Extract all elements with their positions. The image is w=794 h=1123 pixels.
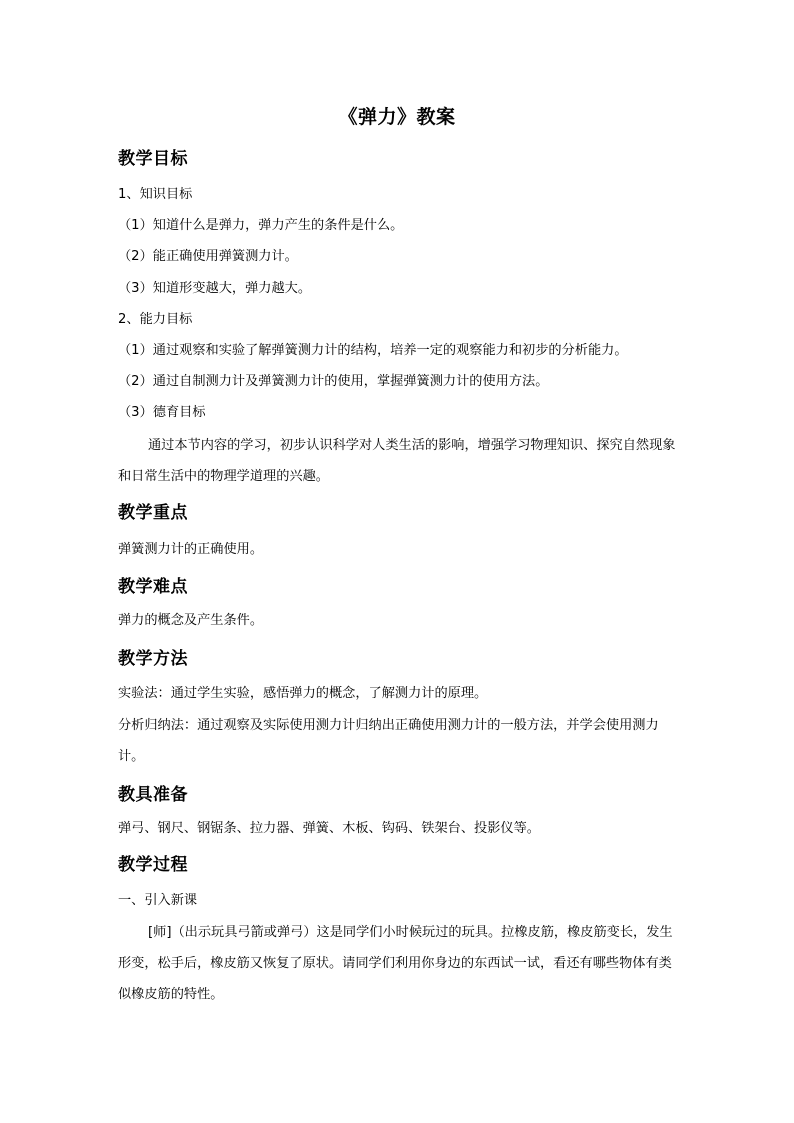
objective-item: （2）能正确使用弹簧测力计。 (118, 249, 298, 264)
objective-item: （2）通过自制测力计及弹簧测力计的使用，掌握弹簧测力计的使用方法。 (118, 374, 549, 389)
objective-item: （1）知道什么是弹力，弹力产生的条件是什么。 (118, 218, 404, 233)
section-heading-difficulties: 教学难点 (118, 577, 188, 597)
materials-text: 弹弓、钢尺、钢锯条、拉力器、弹簧、木板、钩码、铁架台、投影仪等。 (118, 821, 540, 836)
objective-item: 1、知识目标 (118, 187, 193, 202)
section-heading-materials: 教具准备 (118, 785, 188, 805)
objective-paragraph: 通过本节内容的学习，初步认识科学对人类生活的影响，增强学习物理知识、探究自然现象和日常生活中的物理学道理的兴趣。 (118, 438, 676, 484)
difficulties-text: 弹力的概念及产生条件。 (118, 613, 264, 628)
method-paragraph: 分析归纳法：通过观察及实际使用测力计归纳出正确使用测力计的一般方法，并学会使用测力计。 (118, 718, 659, 764)
section-heading-methods: 教学方法 (118, 649, 188, 669)
process-paragraph: [师]（出示玩具弓箭或弹弓）这是同学们小时候玩过的玩具。拉橡皮筋，橡皮筋变长，发生形变，松手后，橡皮筋又恢复了原状。请同学们利用你身边的东西试一试，看还有哪些物体有类似橡皮筋的特性。 (118, 925, 673, 1002)
section-heading-key-points: 教学重点 (118, 503, 188, 523)
document-title: 《弹力》教案 (338, 106, 456, 128)
process-step-heading: 一、引入新课 (118, 893, 198, 908)
section-heading-process: 教学过程 (118, 855, 188, 875)
objective-item: （3）德育目标 (118, 405, 206, 420)
objective-item: （1）通过观察和实验了解弹簧测力计的结构，培养一定的观察能力和初步的分析能力。 (118, 343, 628, 358)
objective-item: 2、能力目标 (118, 312, 193, 327)
section-heading-objectives: 教学目标 (118, 149, 188, 169)
key-points-text: 弹簧测力计的正确使用。 (118, 542, 264, 557)
method-line: 实验法：通过学生实验，感悟弹力的概念，了解测力计的原理。 (118, 686, 488, 701)
objective-item: （3）知道形变越大，弹力越大。 (118, 281, 312, 296)
